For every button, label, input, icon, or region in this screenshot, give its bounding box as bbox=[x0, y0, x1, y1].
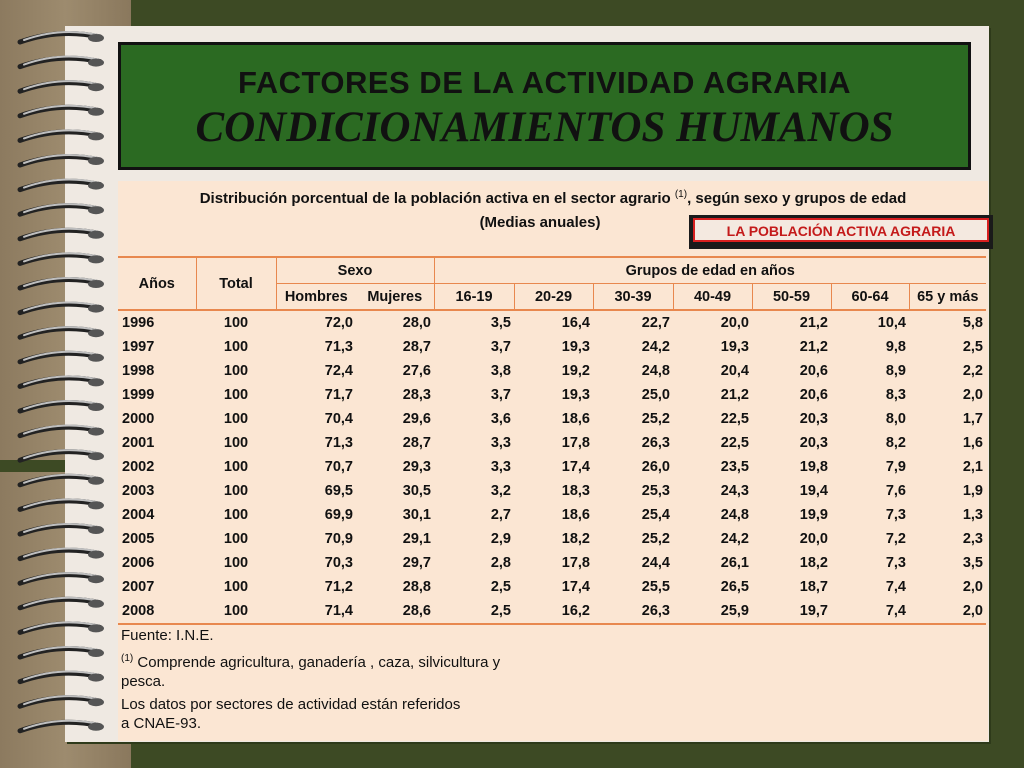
table-cell: 3,8 bbox=[490, 363, 511, 379]
table-caption: Distribución porcentual de la población activa en el sector agrario $^{(1)}$, según sexo y grupos de edad bbox=[199, 189, 907, 207]
table-cell: 9,8 bbox=[885, 339, 906, 355]
table-cell: 72,4 bbox=[324, 363, 353, 379]
table-cell: 70,4 bbox=[324, 411, 353, 427]
table-cell: 26,5 bbox=[720, 579, 749, 595]
table-cell: 29,3 bbox=[402, 459, 431, 475]
table-cell: 7,2 bbox=[885, 531, 906, 547]
header-age-2: 30-39 bbox=[593, 284, 673, 311]
table-row bbox=[118, 551, 986, 575]
table-cell: 25,0 bbox=[641, 387, 670, 403]
table-cell: 71,2 bbox=[324, 579, 353, 595]
table-cell: 18,6 bbox=[561, 507, 590, 523]
table-cell: 2001 bbox=[122, 435, 155, 451]
table-cell: 26,0 bbox=[641, 459, 670, 475]
table-cell: 29,6 bbox=[402, 411, 431, 427]
table-cell: 28,7 bbox=[402, 339, 431, 355]
title-main: FACTORES DE LA ACTIVIDAD AGRARIA bbox=[237, 65, 852, 100]
table-cell: 2003 bbox=[122, 483, 155, 499]
footnote-1: $^{(1)}$ Comprende agricultura, ganadería , caza, silvicultura y pesca. bbox=[121, 653, 501, 690]
table-row bbox=[118, 599, 986, 624]
table-cell: 1,6 bbox=[962, 435, 983, 451]
table-cell: 2,9 bbox=[490, 531, 511, 547]
table-cell: 20,3 bbox=[799, 435, 828, 451]
table-cell: 19,9 bbox=[799, 507, 828, 523]
table-cell: 28,0 bbox=[402, 315, 431, 331]
table-cell: 28,6 bbox=[356, 599, 434, 624]
table-cell: 30,5 bbox=[402, 483, 431, 499]
table-cell: 25,4 bbox=[641, 507, 670, 523]
table-cell: 2006 bbox=[122, 555, 155, 571]
table-cell: 3,7 bbox=[490, 339, 511, 355]
table-cell: 2,5 bbox=[434, 599, 514, 624]
table-cell: 28,8 bbox=[402, 579, 431, 595]
table-cell: 2,1 bbox=[962, 459, 983, 475]
table-cell: 29,1 bbox=[402, 531, 431, 547]
table-cell: 21,2 bbox=[799, 315, 828, 331]
header-age-0: 16-19 bbox=[434, 284, 514, 311]
table-cell: 69,9 bbox=[324, 507, 353, 523]
table-cell: 17,4 bbox=[561, 459, 590, 475]
table-cell: 100 bbox=[223, 579, 249, 595]
table-cell: 2,0 bbox=[962, 387, 983, 403]
table-cell: 20,0 bbox=[799, 531, 828, 547]
table-row bbox=[118, 503, 986, 527]
table-cell: 100 bbox=[223, 363, 249, 379]
header-age-3: 40-49 bbox=[673, 284, 752, 311]
table-cell: 26,3 bbox=[593, 599, 673, 624]
table-row bbox=[118, 575, 986, 599]
table-cell: 7,3 bbox=[885, 507, 906, 523]
table-cell: 1,7 bbox=[962, 411, 983, 427]
table-cell: 2,8 bbox=[490, 555, 511, 571]
table-cell: 25,9 bbox=[673, 599, 752, 624]
table-cell: 2,0 bbox=[962, 579, 983, 595]
table-cell: 7,9 bbox=[885, 459, 906, 475]
population-table bbox=[118, 256, 986, 625]
table-cell: 17,8 bbox=[561, 555, 590, 571]
table-cell: 23,5 bbox=[720, 459, 749, 475]
header-year: Años bbox=[118, 257, 196, 310]
table-cell: 2,0 bbox=[909, 599, 986, 624]
table-cell: 24,2 bbox=[641, 339, 670, 355]
table-cell: 3,6 bbox=[490, 411, 511, 427]
table-cell: 17,8 bbox=[561, 435, 590, 451]
table-cell: 22,7 bbox=[641, 315, 670, 331]
table-cell: 7,3 bbox=[885, 555, 906, 571]
table-cell: 19,8 bbox=[799, 459, 828, 475]
table-cell: 71,3 bbox=[324, 435, 353, 451]
table-cell: 100 bbox=[223, 315, 249, 331]
table-cell: 24,4 bbox=[641, 555, 670, 571]
header-women: Mujeres bbox=[356, 284, 434, 311]
table-cell: 2,5 bbox=[490, 579, 511, 595]
table-subcaption: (Medias anuales) bbox=[479, 214, 601, 231]
section-badge-label: LA POBLACIÓN ACTIVA AGRARIA bbox=[693, 218, 989, 242]
table-cell: 2000 bbox=[122, 411, 155, 427]
table-cell: 8,0 bbox=[885, 411, 906, 427]
table-cell: 2004 bbox=[122, 507, 155, 523]
table-cell: 5,8 bbox=[962, 315, 983, 331]
table-cell: 3,5 bbox=[490, 315, 511, 331]
table-row bbox=[118, 479, 986, 503]
table-cell: 100 bbox=[223, 507, 249, 523]
table-cell: 17,4 bbox=[561, 579, 590, 595]
header-age-groups: Grupos de edad en años bbox=[434, 257, 986, 284]
table-cell: 26,3 bbox=[641, 435, 670, 451]
table-cell: 18,3 bbox=[561, 483, 590, 499]
table-cell: 8,9 bbox=[885, 363, 906, 379]
table-cell: 25,3 bbox=[641, 483, 670, 499]
table-cell: 25,5 bbox=[641, 579, 670, 595]
spiral-binding-icon bbox=[0, 0, 120, 768]
table-cell: 19,7 bbox=[752, 599, 831, 624]
table-cell: 16,2 bbox=[514, 599, 593, 624]
table-cell: 29,7 bbox=[402, 555, 431, 571]
table-cell: 1996 bbox=[122, 315, 155, 331]
table-cell: 1997 bbox=[122, 339, 155, 355]
header-men: Hombres bbox=[276, 284, 356, 311]
table-cell: 10,4 bbox=[877, 315, 906, 331]
header-age-4: 50-59 bbox=[752, 284, 831, 311]
table-cell: 22,5 bbox=[720, 411, 749, 427]
table-cell: 19,2 bbox=[561, 363, 590, 379]
table-row bbox=[118, 359, 986, 383]
table-cell: 100 bbox=[223, 459, 249, 475]
table-row bbox=[118, 335, 986, 359]
table-cell: 18,6 bbox=[561, 411, 590, 427]
table-cell: 3,2 bbox=[490, 483, 511, 499]
table-row bbox=[118, 383, 986, 407]
table-cell: 70,3 bbox=[324, 555, 353, 571]
table-cell: 20,0 bbox=[720, 315, 749, 331]
table-cell: 2,2 bbox=[962, 363, 983, 379]
table-cell: 19,3 bbox=[561, 339, 590, 355]
table-cell: 20,4 bbox=[720, 363, 749, 379]
table-cell: 71,3 bbox=[324, 339, 353, 355]
table-cell: 16,4 bbox=[561, 315, 590, 331]
table-cell: 21,2 bbox=[799, 339, 828, 355]
table-cell: 24,8 bbox=[641, 363, 670, 379]
table-cell: 100 bbox=[223, 435, 249, 451]
table-cell: 7,4 bbox=[831, 599, 909, 624]
table-row bbox=[118, 310, 986, 335]
table-cell: 18,2 bbox=[561, 531, 590, 547]
table-cell: 1999 bbox=[122, 387, 155, 403]
table-cell: 3,5 bbox=[962, 555, 983, 571]
table-cell: 18,7 bbox=[799, 579, 828, 595]
table-cell: 2,7 bbox=[490, 507, 511, 523]
table-cell: 19,4 bbox=[799, 483, 828, 499]
table-cell: 7,4 bbox=[885, 579, 906, 595]
header-age-1: 20-29 bbox=[514, 284, 593, 311]
table-cell: 100 bbox=[223, 483, 249, 499]
table-cell: 20,6 bbox=[799, 387, 828, 403]
table-cell: 100 bbox=[196, 599, 276, 624]
table-cell: 2005 bbox=[122, 531, 155, 547]
table-cell: 7,6 bbox=[885, 483, 906, 499]
table-cell: 8,3 bbox=[885, 387, 906, 403]
table-cell: 30,1 bbox=[402, 507, 431, 523]
table-cell: 22,5 bbox=[720, 435, 749, 451]
header-sex: Sexo bbox=[276, 257, 434, 284]
header-age-5: 60-64 bbox=[831, 284, 909, 311]
table-cell: 100 bbox=[223, 411, 249, 427]
footnotes bbox=[121, 626, 581, 737]
table-cell: 21,2 bbox=[720, 387, 749, 403]
section-badge bbox=[689, 215, 993, 249]
table-cell: 24,3 bbox=[720, 483, 749, 499]
table-cell: 8,2 bbox=[885, 435, 906, 451]
table-cell: 3,3 bbox=[490, 459, 511, 475]
table-cell: 2007 bbox=[122, 579, 155, 595]
table-cell: 70,7 bbox=[324, 459, 353, 475]
table-cell: 28,7 bbox=[402, 435, 431, 451]
table-cell: 20,3 bbox=[799, 411, 828, 427]
table-row bbox=[118, 431, 986, 455]
table-cell: 18,2 bbox=[799, 555, 828, 571]
header-total: Total bbox=[196, 257, 276, 310]
header-age-6: 65 y más bbox=[909, 284, 986, 311]
table-cell: 25,2 bbox=[641, 531, 670, 547]
source-note: Fuente: I.N.E. bbox=[121, 627, 214, 644]
table-cell: 72,0 bbox=[324, 315, 353, 331]
table-cell: 71,7 bbox=[324, 387, 353, 403]
table-cell: 100 bbox=[223, 387, 249, 403]
table-cell: 71,4 bbox=[276, 599, 356, 624]
sector-note: Los datos por sectores de actividad están referidos a CNAE-93. bbox=[121, 696, 461, 732]
content-panel bbox=[118, 181, 988, 741]
table-row bbox=[118, 407, 986, 431]
table-row bbox=[118, 527, 986, 551]
table-cell: 2,3 bbox=[962, 531, 983, 547]
table-cell: 3,7 bbox=[490, 387, 511, 403]
table-cell: 2008 bbox=[118, 599, 196, 624]
table-cell: 19,3 bbox=[720, 339, 749, 355]
title-subtitle: CONDICIONAMIENTOS HUMANOS bbox=[195, 104, 894, 151]
table-cell: 24,2 bbox=[720, 531, 749, 547]
table-cell: 100 bbox=[223, 555, 249, 571]
table-cell: 24,8 bbox=[720, 507, 749, 523]
table-cell: 26,1 bbox=[720, 555, 749, 571]
table-cell: 28,3 bbox=[402, 387, 431, 403]
table-cell: 100 bbox=[223, 339, 249, 355]
table-row bbox=[118, 455, 986, 479]
table-cell: 1,9 bbox=[962, 483, 983, 499]
table-cell: 20,6 bbox=[799, 363, 828, 379]
table-cell: 70,9 bbox=[324, 531, 353, 547]
title-banner bbox=[118, 42, 971, 170]
table-cell: 27,6 bbox=[402, 363, 431, 379]
table-cell: 1,3 bbox=[962, 507, 983, 523]
table-cell: 69,5 bbox=[324, 483, 353, 499]
table-cell: 3,3 bbox=[490, 435, 511, 451]
table-cell: 19,3 bbox=[561, 387, 590, 403]
table-cell: 1998 bbox=[122, 363, 155, 379]
table-cell: 2002 bbox=[122, 459, 155, 475]
table-cell: 100 bbox=[223, 531, 249, 547]
table-cell: 2,5 bbox=[962, 339, 983, 355]
table-cell: 25,2 bbox=[641, 411, 670, 427]
